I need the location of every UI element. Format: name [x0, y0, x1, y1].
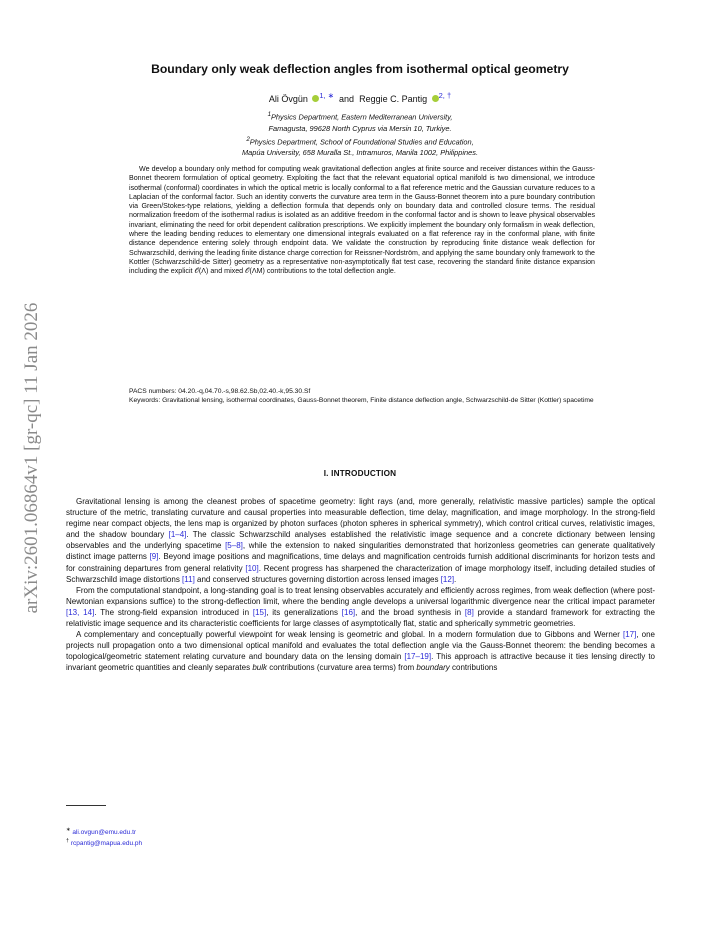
paragraph-text: , and the broad synthesis in [355, 607, 465, 617]
footnote [66, 826, 142, 837]
paragraph-text: , while the extension to naked singularities demonstrated that horizonless geometries can generate qualitatively distinct image patterns [66, 541, 656, 562]
paragraph-text: , one projects null propagation onto a two dimensional optical manifold and evaluates the total deflection angle via the Gauss-Bonnet theorem: the bending becomes a topological/geometric statement relating curvature and boundary data on the lensing domain [66, 630, 655, 662]
paragraph-text: Gravitational lensing is among the cleanest probes of spacetime geometry: light rays (and, more generally, relativistic massive particles) sample the optical structure of the metric, translating curvature and causal properties into measurable deflection, time delay, magnification, and image morphology. In the strong-field regime near compact objects, the lens map is organized by photon surfaces (photon spheres in spherical symmetry), which control critical curves, relativistic images, and the shadow boundary [66, 497, 655, 540]
abstract: We develop a boundary only method for computing weak gravitational deflection angles at finite source and receiver distances within the Gauss-Bonnet theorem formulation of optical geometry. Exploiting the fact that the relevant equatorial optical manifold is two dimensional, we introduce isothermal (conformal) coordinates in which the optical metric is locally conformal to a flat reference metric and the Gaussian curvature reduces to a Laplacian of the conformal factor. Such an identity converts the curvature area term in the Gauss-Bonnet theorem into a pure boundary contribution via Green/Stokes-type relations, yielding a deflection formula that depends only on boundary data and controlled closure terms. The residual normalization freedom of the isothermal radius is isolated as an additive freedom in the conformal factor and is shown to leave physical observables invariant, eliminating the need for orbit dependent calibration prescriptions. We explicitly implement the boundary only formalism in weak deflection, where the leading bending reduces to elementary one dimensional integrals evaluated on a flat reference ray in the conformal plane, with finite distance dependence entering solely through endpoint data. We validate the construction by reproducing finite distance weak deflection for Schwarzschild, deriving the leading finite distance charge correction for Reissner-Nordström, and applying the same boundary only framework to the Kottler (Schwarzschild-de Sitter) geometry as a representative non-asymptotically flat test case, recovering the standard finite distance expansion including the explicit 𝒪(Λ) and mixed 𝒪(ΛM) contributions to the total deflection angle. [129, 165, 595, 276]
paragraph [66, 585, 655, 629]
citation-link[interactable]: [10] [245, 563, 259, 573]
paragraph-text: bulk [252, 663, 268, 673]
paragraph-text: . This approach is attractive because it ties lensing directly to invariant geometric quantities and cleanly separates [66, 652, 655, 673]
paragraph-text: From the computational standpoint, a long-standing goal is to treat lensing observables accurately and efficiently across regimes, from weak deflection (where post-Newtonian expansions suffice) to the strong-deflection limit, where the bending angle develops a universal logarithmic divergence near the critical impact parameter [66, 585, 655, 606]
footnotes [66, 826, 142, 848]
citation-link[interactable]: [9] [149, 552, 159, 562]
author-line [90, 91, 630, 104]
author-name: Reggie C. Pantig [359, 94, 428, 104]
author-name: Ali Övgün [268, 94, 308, 104]
introduction-body [66, 496, 655, 674]
footnote-divider [66, 805, 106, 806]
paragraph-text: , its generalizations [266, 607, 342, 617]
arxiv-identifier-text: arXiv:2601.06864v1 [gr-qc] 11 Jan 2026 [21, 302, 42, 614]
citation-link[interactable]: [8] [464, 607, 474, 617]
orcid-icon[interactable] [432, 95, 439, 102]
paragraph-text: boundary [416, 663, 450, 673]
paragraph-text: . Recent progress has sharpened the characterization of image morphology itself, including detailed studies of Schwarzschild image distortions [66, 563, 655, 584]
paragraph [66, 496, 655, 585]
keywords: Keywords: Gravitational lensing, isothermal coordinates, Gauss-Bonnet theorem, Finite distance deflection angle, Schwarzschild-de Sitter (Kottler) spacetime [129, 396, 594, 404]
citation-link[interactable]: [17] [623, 630, 637, 640]
email-link[interactable]: ali.ovgun@emu.edu.tr [72, 829, 137, 837]
citation-link[interactable]: [12] [440, 574, 455, 584]
paragraph-text: . [454, 574, 457, 584]
paragraph-text: provide a standard framework for extracting the relativistic image sequence and its characteristic coefficients for large classes of asymptotically flat, static and spherically symmetric geometries. [66, 607, 656, 629]
pacs-numbers: PACS numbers: 04.20.-q,04.70.-s,98.62.Sb,02.40.-k,95.30.Sf [129, 388, 311, 395]
arxiv-identifier [20, 268, 44, 648]
citation-link[interactable]: [1–4] [168, 530, 187, 540]
affiliation: $^2$Physics Department, School of Foundational Studies and Education, [246, 135, 474, 147]
email-link[interactable]: rcpantig@mapua.edu.ph [70, 840, 143, 848]
author-joiner: and [339, 94, 355, 104]
author-mark[interactable]: 1, ∗ [319, 91, 335, 100]
paper-title: Boundary only weak deflection angles from isothermal optical geometry [151, 62, 569, 76]
citation-link[interactable]: [16] [341, 607, 356, 617]
paragraph-text: A complementary and conceptually powerful viewpoint for weak lensing is geometric and global. In a modern formulation due to Gibbons and Werner [76, 630, 623, 640]
citation-link[interactable]: [11] [182, 574, 195, 584]
footnote-mark: ∗ [66, 827, 71, 833]
affiliation-line: Mapúa University, 658 Muralla St., Intramuros, Manila 1002, Philippines. [241, 148, 479, 158]
citation-link[interactable]: [13, 14] [66, 607, 95, 617]
paragraph-text: . The strong-field expansion introduced in [94, 607, 253, 617]
paragraph-text: . Beyond image positions and magnifications, time delays and magnification centroids furnish additional discriminants for horizon tests and for constraining departures from general relativity [66, 552, 655, 573]
citation-link[interactable]: [5–8] [225, 541, 243, 551]
paragraph [66, 629, 655, 673]
affiliations [90, 109, 630, 158]
affiliation: $^1$Physics Department, Eastern Mediterranean University, [267, 111, 453, 122]
footnote [66, 837, 142, 848]
section-heading: I. INTRODUCTION [323, 469, 397, 478]
paragraph-text: contributions (curvature area terms) from [267, 663, 417, 673]
footnote-mark: † [66, 838, 70, 845]
author-mark[interactable]: 2, † [438, 91, 452, 100]
affiliation-line: Famagusta, 99628 North Cyprus via Mersin 10, Turkiye. [268, 123, 452, 133]
paragraph-text: and conserved structures governing distortion across lensed images [194, 574, 441, 584]
paragraph-text: . The classic Schwarzschild analyses established the relativistic image sequence and a concrete dictionary between lensing observables and the underlying spacetime [66, 530, 655, 551]
paragraph-text: contributions [449, 663, 498, 673]
citation-link[interactable]: [15] [252, 607, 267, 617]
citation-link[interactable]: [17–19] [404, 652, 432, 662]
paper-metadata [129, 388, 630, 405]
